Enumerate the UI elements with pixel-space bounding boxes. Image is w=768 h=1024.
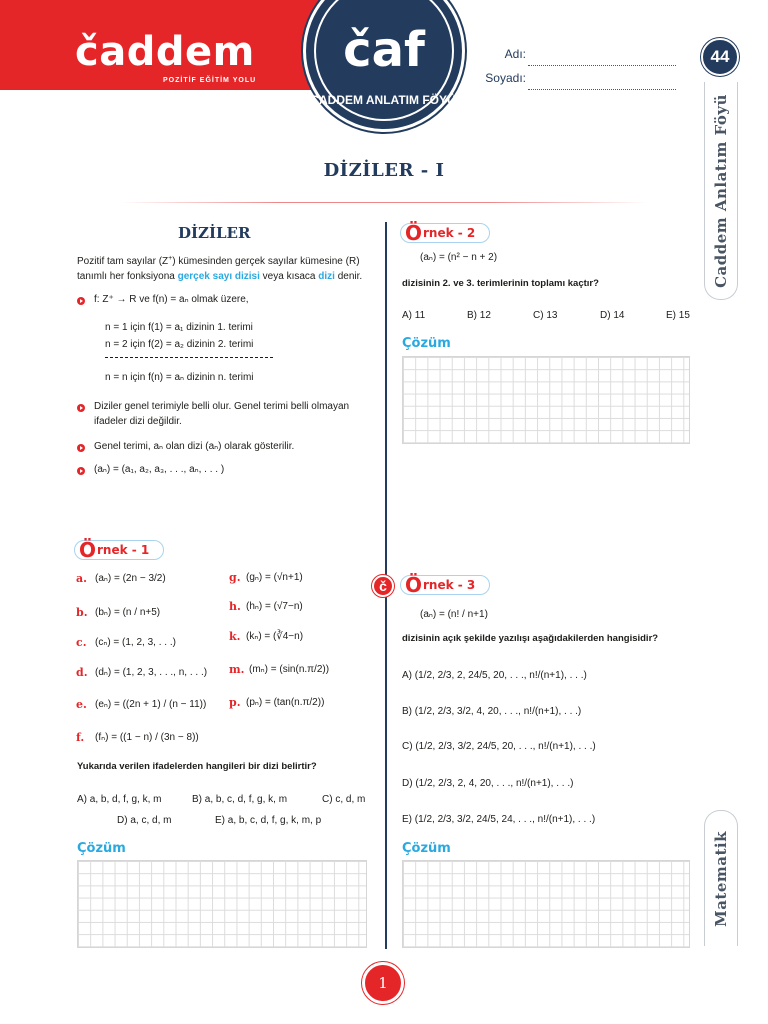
item-f-label: f. <box>76 731 85 744</box>
series-seal <box>303 0 465 132</box>
item-g-label: g. <box>229 571 241 584</box>
term-line-n: n = n için f(n) = aₙ dizinin n. terimi <box>105 372 254 383</box>
item-g-formula: (gₙ) = (√n+1) <box>246 572 303 583</box>
example-1-option-b[interactable]: B) a, b, c, d, f, g, k, m <box>192 794 288 805</box>
example-2-formula: (aₙ) = (n² − n + 2) <box>420 252 498 263</box>
example-1-option-d[interactable]: D) a, c, d, m <box>117 815 172 826</box>
item-k-formula: (kₙ) = (∛4−n) <box>246 631 304 642</box>
bullet-general-term-2: ifadeler dizi değildir. <box>94 416 182 427</box>
booklet-number-badge: 44 <box>701 38 739 76</box>
example-3-option-b[interactable]: B) (1/2, 2/3, 3/2, 4, 20, . . ., n!/(n+1), . . .) <box>402 706 582 717</box>
example-3-solution-grid[interactable] <box>402 860 690 948</box>
item-b-formula: (bₙ) = (n / n+5) <box>95 607 161 618</box>
item-d-formula: (dₙ) = (1, 2, 3, . . ., n, . . .) <box>95 667 208 678</box>
surname-label: Soyadı: <box>485 71 526 85</box>
example-2-badge <box>400 223 490 243</box>
item-f-formula: (fₙ) = ((1 − n) / (3n − 8)) <box>95 732 199 743</box>
name-label: Adı: <box>504 47 526 61</box>
item-p-formula: (pₙ) = (tan(n.π/2)) <box>246 697 325 708</box>
name-row <box>482 42 676 66</box>
def-text: Pozitif tam sayılar (Z <box>77 256 169 267</box>
term-line-1: n = 1 için f(1) = a₁ dizinin 1. terimi <box>105 322 253 333</box>
item-h-label: h. <box>229 600 241 613</box>
side-tab-series <box>704 82 738 300</box>
seal-logo: čaf <box>343 22 425 78</box>
section-title: DİZİLER <box>178 224 251 242</box>
surname-row <box>482 66 676 90</box>
bullet-icon <box>77 444 85 452</box>
bullet-sequence: (aₙ) = (a₁, a₂, a₃, . . ., aₙ, . . . ) <box>94 464 225 475</box>
example-badge-label: rnek - 3 <box>423 578 476 592</box>
page-number: 1 <box>362 962 404 1004</box>
example-badge-initial: Ö <box>405 573 423 597</box>
item-b-label: b. <box>76 606 88 619</box>
item-p-label: p. <box>229 696 241 709</box>
example-3-option-c[interactable]: C) (1/2, 2/3, 3/2, 24/5, 20, . . ., n!/(n+1), . . .) <box>402 741 596 752</box>
item-c-label: c. <box>76 636 87 649</box>
surname-field[interactable] <box>528 74 676 90</box>
example-2-solution-grid[interactable] <box>402 356 690 444</box>
bullet-icon <box>77 297 85 305</box>
example-2-option-c[interactable]: C) 13 <box>533 310 558 321</box>
example-1-option-a[interactable]: A) a, b, d, f, g, k, m <box>77 794 162 805</box>
brand-slogan: POZİTİF EĞİTİM YOLU <box>163 77 257 84</box>
page-title: DİZİLER - I <box>323 160 445 181</box>
example-3-solution-label: Çözüm <box>402 841 451 856</box>
dashed-separator <box>105 357 273 358</box>
item-m-formula: (mₙ) = (sin(n.π/2)) <box>249 664 330 675</box>
example-3-option-e[interactable]: E) (1/2, 2/3, 3/2, 24/5, 24, . . ., n!/(n+1), . . .) <box>402 814 596 825</box>
side-tab-subject <box>704 810 738 946</box>
name-field[interactable] <box>528 50 676 66</box>
def-text: denir. <box>334 271 363 282</box>
def-highlight: dizi <box>318 271 335 282</box>
example-1-question: Yukarıda verilen ifadelerden hangileri bir dizi belirtir? <box>77 761 317 772</box>
example-2-option-e[interactable]: E) 15 <box>666 310 690 321</box>
example-badge-initial: Ö <box>405 221 423 245</box>
def-text: veya kısaca <box>259 271 319 282</box>
brand-logo: čaddem <box>75 29 255 75</box>
example-2-solution-label: Çözüm <box>402 336 451 351</box>
item-a-label: a. <box>76 572 87 585</box>
side-tab-series-text: Caddem Anlatım Föyü <box>712 93 730 288</box>
item-k-label: k. <box>229 630 241 643</box>
def-text: ) kümesinden gerçek sayılar kümesine (R) <box>172 256 360 267</box>
item-d-label: d. <box>76 666 88 679</box>
example-2-option-b[interactable]: B) 12 <box>467 310 491 321</box>
example-2-question: dizisinin 2. ve 3. terimlerinin toplamı kaçtır? <box>402 278 599 289</box>
example-1-solution-grid[interactable] <box>77 860 367 948</box>
item-e-label: e. <box>76 698 87 711</box>
example-3-question: dizisinin açık şekilde yazılışı aşağıdakilerden hangisidir? <box>402 633 659 644</box>
example-3-formula: (aₙ) = (n! / n+1) <box>420 609 488 620</box>
term-line-2: n = 2 için f(2) = a₂ dizinin 2. terimi <box>105 339 254 350</box>
example-badge-label: rnek - 2 <box>423 226 476 240</box>
bullet-function: f: Z⁺ → R ve f(n) = aₙ olmak üzere, <box>94 294 249 305</box>
example-3-badge <box>400 575 490 595</box>
def-highlight: gerçek sayı dizisi <box>177 271 260 282</box>
example-1-option-e[interactable]: E) a, b, c, d, f, g, k, m, p <box>215 815 322 826</box>
example-badge-label: rnek - 1 <box>97 543 150 557</box>
def-text: tanımlı her fonksiyona <box>77 271 178 282</box>
example-3-option-d[interactable]: D) (1/2, 2/3, 2, 4, 20, . . ., n!/(n+1), . . .) <box>402 778 574 789</box>
example-2-option-d[interactable]: D) 14 <box>600 310 625 321</box>
brand-mark-icon: č <box>372 575 394 597</box>
item-m-label: m. <box>229 663 245 676</box>
side-tab-subject-text: Matematik <box>712 830 730 927</box>
item-c-formula: (cₙ) = (1, 2, 3, . . .) <box>95 637 176 648</box>
bullet-icon <box>77 467 85 475</box>
example-3-option-a[interactable]: A) (1/2, 2/3, 2, 24/5, 20, . . ., n!/(n+1), . . .) <box>402 670 587 681</box>
example-badge-initial: Ö <box>79 538 97 562</box>
bullet-general-term-1: Diziler genel terimiyle belli olur. Genel terimi belli olmayan <box>94 401 350 412</box>
item-h-formula: (hₙ) = (√7−n) <box>246 601 303 612</box>
example-1-option-c[interactable]: C) c, d, m <box>322 794 366 805</box>
item-a-formula: (aₙ) = (2n − 3/2) <box>95 573 166 584</box>
definition-line-1 <box>77 250 360 270</box>
bullet-icon <box>77 404 85 412</box>
example-1-badge <box>74 540 164 560</box>
bullet-notation: Genel terimi, aₙ olan dizi (aₙ) olarak gösterilir. <box>94 441 295 452</box>
student-fields <box>482 42 676 90</box>
title-divider <box>120 202 648 203</box>
def-sup: + <box>168 255 173 262</box>
example-1-solution-label: Çözüm <box>77 841 126 856</box>
item-e-formula: (eₙ) = ((2n + 1) / (n − 11)) <box>95 699 207 710</box>
series-caption: CADDEM ANLATIM FÖYÜ <box>310 93 456 107</box>
example-2-option-a[interactable]: A) 11 <box>402 310 426 321</box>
definition-line-2 <box>77 268 362 285</box>
